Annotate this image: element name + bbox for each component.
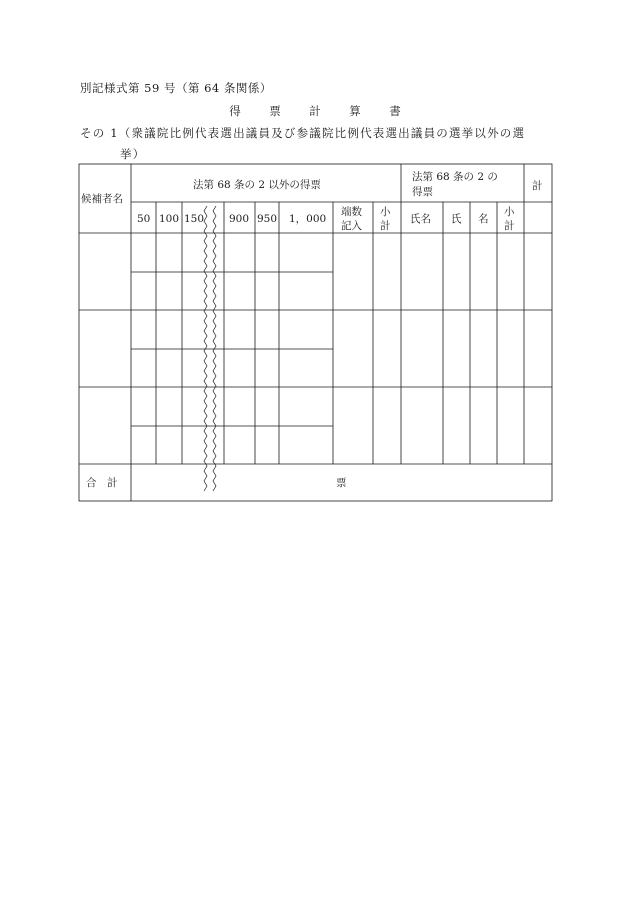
votes-unit-label: 票 — [336, 477, 347, 489]
title-char: 得 — [229, 104, 241, 118]
fraction-entry-header-cont: 記入 — [341, 220, 362, 232]
subtitle-line-1: その 1（衆議院比例代表選出議員及び参議院比例代表選出議員の選挙以外の選 — [80, 126, 526, 140]
omission-wave-mark — [213, 206, 216, 491]
candidate-name-header: 候補者名 — [81, 193, 123, 205]
grand-total-label: 合 計 — [86, 477, 118, 489]
subtotal-2-header: 小 — [504, 206, 515, 218]
bundle-50-header: 50 — [137, 213, 151, 225]
form-identifier: 別記様式第 59 号（第 64 条関係） — [80, 81, 272, 95]
subtotal-header: 小 — [380, 206, 391, 218]
article-68-2-votes-header-cont: 得票 — [412, 186, 433, 198]
given-name-header: 名 — [478, 213, 489, 225]
title-char: 書 — [389, 104, 401, 118]
omission-wave-mark — [204, 206, 207, 491]
fraction-entry-header: 端数 — [341, 206, 362, 218]
bundle-100-header: 100 — [159, 213, 180, 225]
title-char: 計 — [309, 104, 321, 118]
bundle-1000-header: 1，000 — [289, 213, 327, 225]
bundle-150-header: 150 — [184, 213, 205, 225]
subtotal-header-cont: 計 — [380, 220, 391, 232]
title-char: 算 — [349, 104, 361, 118]
non-68-2-votes-header: 法第 68 条の 2 以外の得票 — [193, 179, 321, 191]
subtitle-line-2: 挙） — [120, 147, 146, 161]
bundle-900-header: 900 — [229, 213, 250, 225]
subtotal-2-header-cont: 計 — [504, 220, 515, 232]
family-name-header: 氏 — [451, 213, 462, 225]
bundle-950-header: 950 — [257, 213, 278, 225]
total-column-header: 計 — [532, 180, 543, 192]
title-char: 票 — [269, 104, 281, 118]
article-68-2-votes-header: 法第 68 条の 2 の — [412, 171, 498, 183]
full-name-header: 氏名 — [410, 213, 431, 225]
